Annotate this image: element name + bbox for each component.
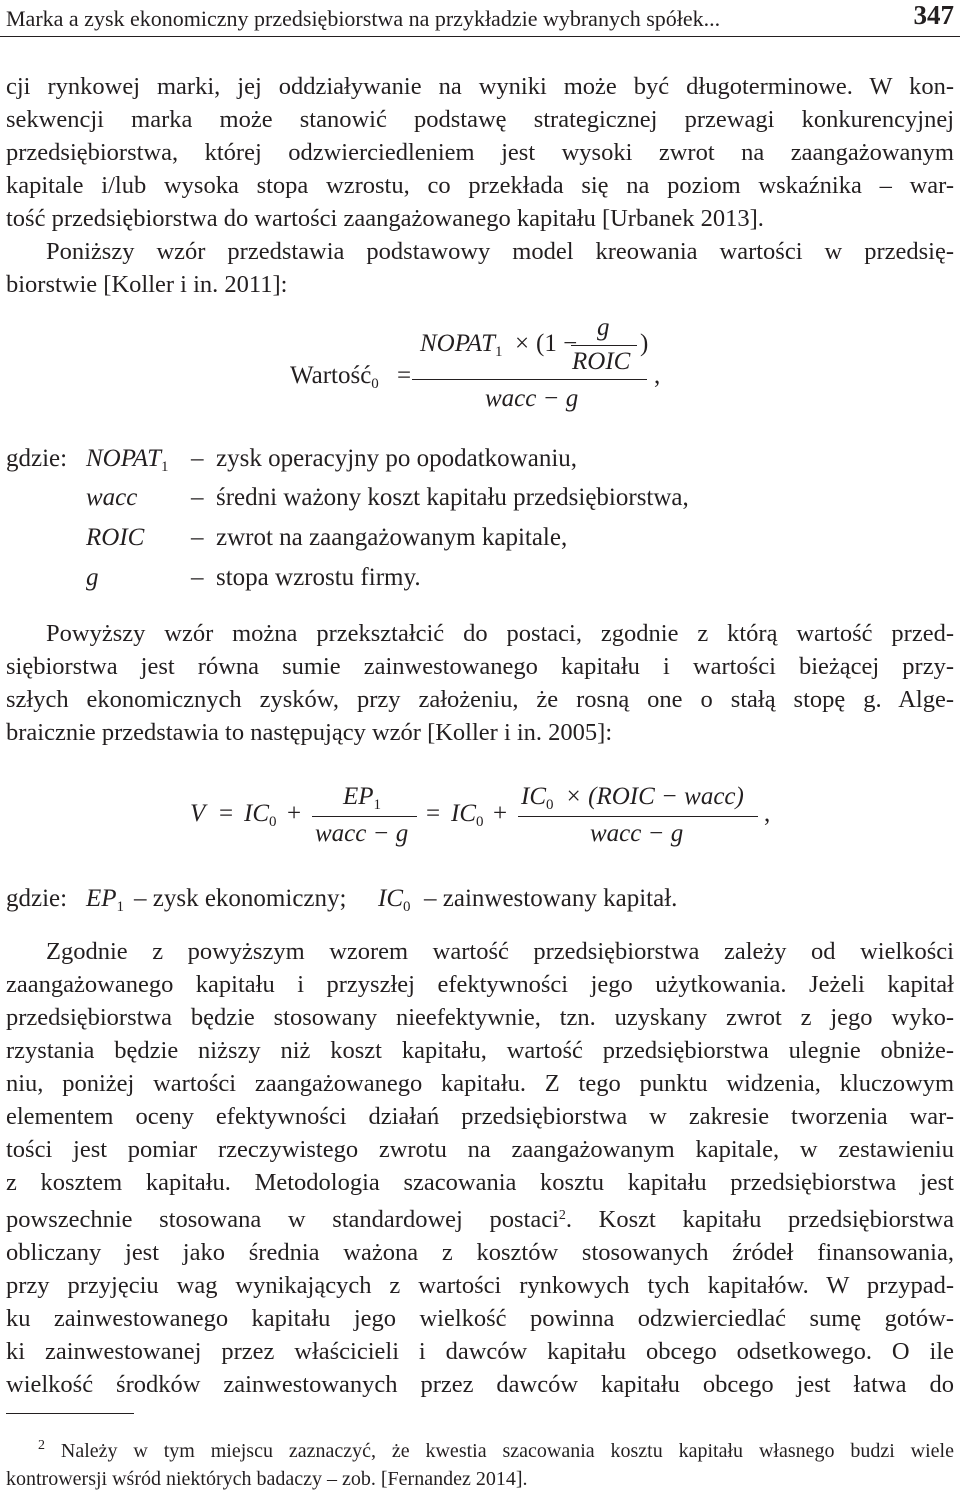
text-line: Poniższy wzór przedstawia podstawowy model kreowania wartości w przedsię- [46,238,954,265]
formula-ic: $IC_0$ [244,800,277,830]
text-line: ku zainwestowanego kapitału jego wielkość powinna odzwierciedlać sumę gotów- [6,1305,954,1332]
formula-g: g [597,314,610,341]
formula-ic3: $IC_0$ [521,783,554,813]
formula-eq2: = [426,800,441,827]
formula-nopat: $NOPAT_1$ [420,330,503,360]
def-symbol: wacc [86,484,138,511]
text-line: Zgodnie z powyższym wzorem wartość przedsiębiorstwa zależy od wielkości [46,938,954,965]
formula-open: (1 − [536,330,578,357]
text-line: elementem oceny efektywności działań przedsiębiorstwa w zakresie tworzenia war- [6,1103,954,1130]
def-symbol-ep: $EP_1$ [86,885,125,915]
fraction-bar-left [312,816,417,817]
text-line: zaangażowanego kapitału i przyszłej efektywności jego użytkowania. Jeżeli kapitał [6,971,954,998]
fraction-bar-main [412,379,647,380]
formula-plus: + [287,800,302,827]
paragraph-1 [6,70,954,235]
formula-close: ) [640,330,649,357]
footnote-line: $^2$ Należy w tym miejscu zaznaczyć, że kwestia szacowania kosztu kapitału własnego budzi wiele [38,1438,954,1462]
where-label: gdzie: [6,885,68,912]
def-text-ep: – zysk ekonomiczny; [134,885,347,912]
text-line: braicznie przedstawia to następujący wzór [Koller i in. 2005]: [6,719,613,746]
text-line: siębiorstwa jest równa sumie zainwestowanego kapitału i wartości bieżącej przy- [6,653,954,680]
running-title: Marka a zysk ekonomiczny przedsiębiorstwa na przykładzie wybranych spółek... [6,6,721,31]
footnote-line: kontrowersji wśród niektórych badaczy – zob. [Fernandez 2014]. [6,1468,528,1490]
text-line: tość przedsiębiorstwa do wartości zaangażowanego kapitału [Urbanek 2013]. [6,205,764,232]
text-line: biorstwie [Koller i in. 2011]: [6,271,288,298]
formula-plus2: + [493,800,508,827]
formula-times: × [515,330,530,357]
text-line: przy przyjęciu wag wynikających z wartości rynkowych tych kapitałów. W przypad- [6,1272,954,1299]
formula-roic: ROIC [572,348,631,375]
formula-denominator: wacc − g [485,385,579,412]
def-dash: – [191,524,204,551]
text-line: Powyższy wzór można przekształcić do postaci, zgodnie z którą wartość przed- [46,620,954,647]
formula-lhs: Wartość$_0$ [290,362,379,392]
text-line: sekwencji marka może stanowić podstawę strategicznej przewagi konkurencyjnej [6,106,954,133]
running-header [0,0,960,37]
text-line: z kosztem kapitału. Metodologia szacowania kosztu kapitału przedsiębiorstwa jest [6,1169,954,1196]
def-text: stopa wzrostu firmy. [216,564,421,591]
formula-denominator-left: wacc − g [315,820,409,847]
page-number: 347 [913,0,954,30]
formula-trail: , [764,800,771,827]
text-line: niu, poniżej wartości zaangażowanego kapitału. Z tego punktu widzenia, kluczowym [6,1070,954,1097]
footnote-number: 2 [38,1438,45,1453]
text-line: cji rynkowej marki, jej oddziaływanie na wyniki może być długoterminowe. W kon- [6,73,954,100]
formula-numerator-right: × (ROIC − wacc) [565,783,744,810]
formula-eq: = [219,800,234,827]
paragraph-3 [6,617,954,749]
def-text-ic: – zainwestowany kapitał. [424,885,678,912]
text-line: rzystania będzie niższy niż koszt kapitału, wartość przedsiębiorstwa ulegnie obniże- [6,1037,954,1064]
def-dash: – [191,564,204,591]
paragraph-4 [6,935,954,1401]
text-line: tości jest pomiar rzeczywistego zwrotu na zaangażowanym kapitale, w zestawieniu [6,1136,954,1163]
def-text: zwrot na zaangażowanym kapitale, [216,524,568,551]
footnote-marker[interactable]: 2 [558,1208,566,1223]
where-label: gdzie: [6,445,68,472]
text-line-with-footnote: powszechnie stosowana w standardowej postaci$^2$. Koszt kapitału przedsiębiorstwa [6,1206,954,1233]
fraction-bar-inner [571,345,637,346]
def-text: średni ważony koszt kapitału przedsiębiorstwa, [216,484,689,511]
formula-ic2: $IC_0$ [451,800,484,830]
def-symbol: $NOPAT_1$ [86,445,169,475]
text-line: kapitale i/lub wysoka stopa wzrostu, co przekłada się na poziom wskaźnika – war- [6,172,954,199]
formula-denominator-right: wacc − g [590,820,684,847]
formula-v: V [190,800,206,827]
text-line: ki zainwestowanej przez właścicieli i dawców kapitału obcego odsetkowego. O ile [6,1338,954,1365]
def-symbol: ROIC [86,524,145,551]
text-line: wielkość środków zainwestowanych przez dawców kapitału obcego jest łatwa do [6,1371,954,1398]
text-line: obliczany jest jako średnia ważona z kosztów stosowanych źródeł finansowania, [6,1239,954,1266]
fraction-bar-right [518,816,758,817]
text-line: szłych ekonomicznych zysków, przy założeniu, że rosną one o stałą stopę g. Alge- [6,686,954,713]
footnote-divider [6,1413,134,1414]
def-text: zysk operacyjny po opodatkowaniu, [216,445,578,472]
def-dash: – [191,445,204,472]
def-symbol-ic: $IC_0$ [378,885,411,915]
def-symbol: g [86,564,99,591]
formula-ep: $EP_1$ [343,783,382,813]
paragraph-2 [6,235,954,301]
footnote [6,1432,954,1493]
def-dash: – [191,484,204,511]
formula-trail: , [654,362,661,389]
text-line: przedsiębiorstwa, której odzwierciedleniem jest wysoki zwrot na zaangażowanym [6,139,954,166]
text-line: przedsiębiorstwa będzie stosowany nieefektywnie, tzn. uzyskany zwrot z jego wyko- [6,1004,954,1031]
formula-equals: = [397,362,412,389]
